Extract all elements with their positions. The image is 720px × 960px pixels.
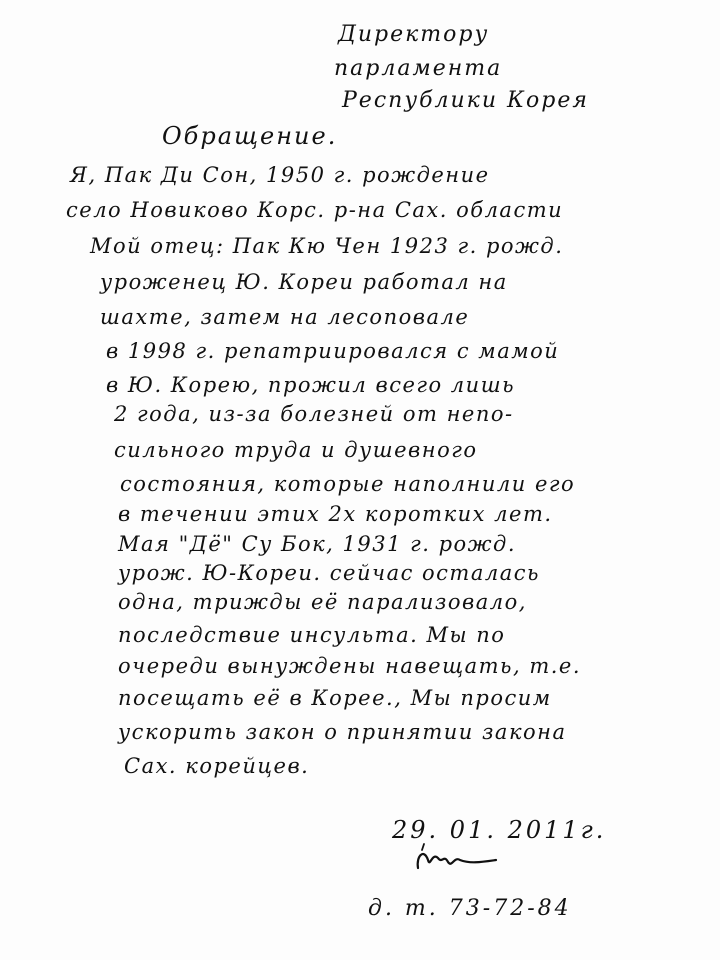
body-line: очереди вынуждены навещать, т.е. (118, 654, 582, 678)
signature-icon (410, 838, 500, 878)
body-line: урож. Ю-Кореи. сейчас осталась (118, 561, 540, 585)
body-line: в Ю. Корею, прожил всего лишь (106, 373, 516, 397)
body-line: 2 года, из-за болезней от непо- (114, 402, 514, 426)
body-line: ускорить закон о принятии закона (118, 720, 567, 744)
body-line: в течении этих 2х коротких лет. (118, 502, 553, 526)
letter-date: 29. 01. 2011г. (392, 816, 607, 844)
body-line: посещать её в Корее., Мы просим (118, 686, 552, 710)
body-line: состояния, которые наполнили его (120, 472, 576, 496)
body-line: последствие инсульта. Мы по (118, 623, 506, 647)
phone-number: д. т. 73-72-84 (368, 896, 572, 921)
letter-title: Обращение. (162, 122, 338, 150)
addressee-line-2: парламента (334, 56, 503, 81)
body-line: уроженец Ю. Кореи работал на (100, 270, 508, 294)
body-line: шахте, затем на лесоповале (100, 305, 470, 329)
body-line: в 1998 г. репатриировался с мамой (106, 339, 560, 363)
body-line: Я, Пак Ди Сон, 1950 г. рождение (70, 163, 490, 187)
addressee-line-3: Республики Корея (342, 88, 589, 113)
addressee-line-1: Директору (338, 22, 490, 47)
body-line: сильного труда и душевного (114, 438, 478, 462)
body-line: Мая "Дё" Су Бок, 1931 г. рожд. (118, 532, 517, 556)
body-line: Мой отец: Пак Кю Чен 1923 г. рожд. (90, 234, 564, 258)
body-line: село Новиково Корс. р-на Сах. области (66, 198, 564, 222)
body-line: одна, трижды её парализовало, (118, 590, 527, 614)
body-line: Сах. корейцев. (124, 754, 310, 778)
